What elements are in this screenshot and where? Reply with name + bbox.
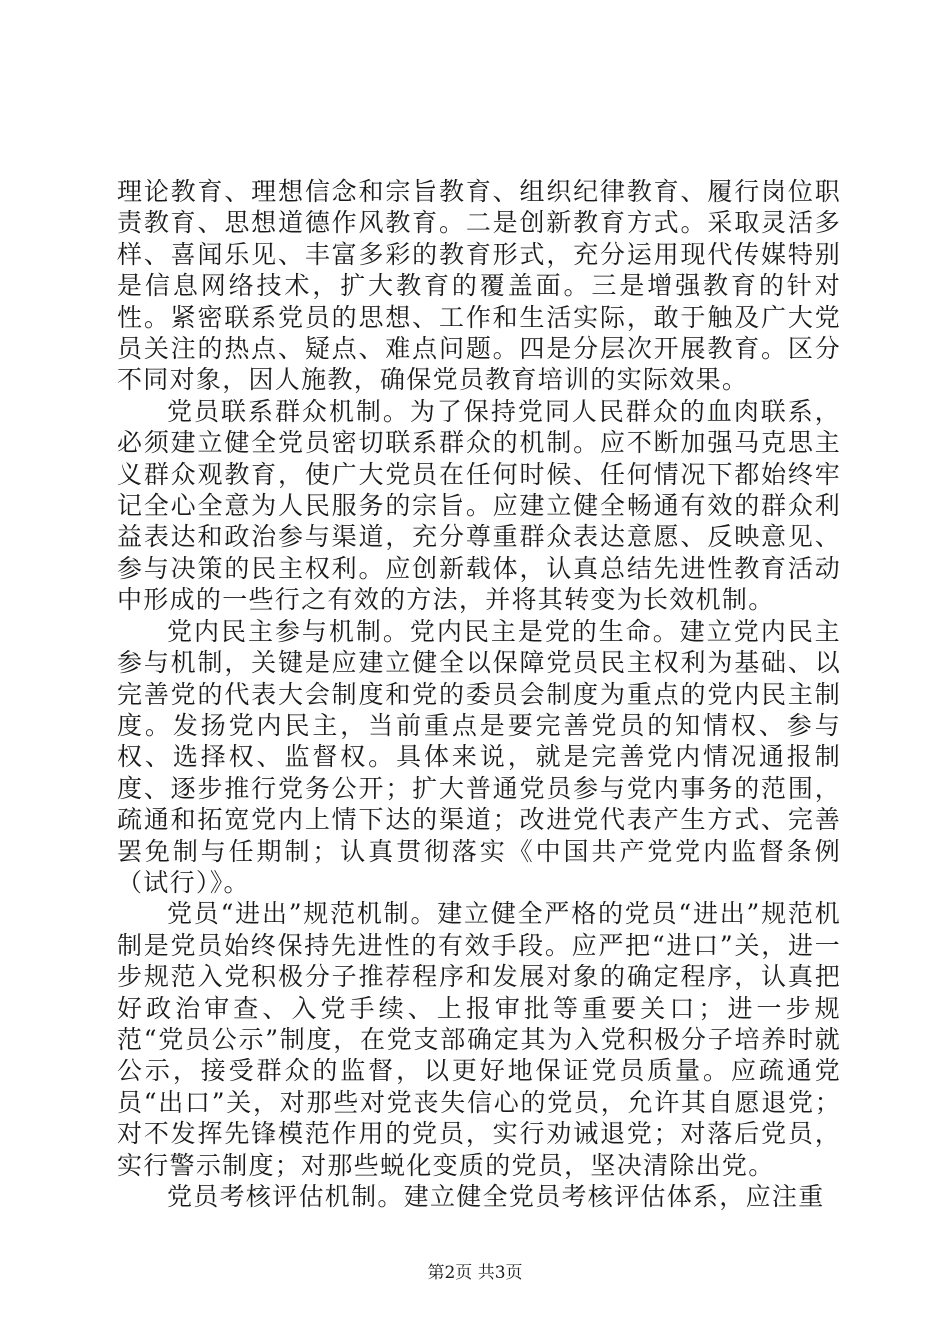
paragraph-mass-contact-mechanism: 党员联系群众机制。为了保持党同人民群众的血肉联系，必须建立健全党员密切联系群众的机制。应不断加强马克思主义群众观教育，使广大党员在任何时候、任何情况下都始终牢记全心全意为人民服务的宗旨。应建立健全畅通有效的群众利益表达和政治参与渠道，充分尊重群众表达意愿、反映意见、参与决策的民主权利。应创新载体，认真总结先进性教育活动中形成的一些行之有效的方法，并将其转变为长效机制。 <box>117 396 841 615</box>
paragraph-inner-party-democracy: 党内民主参与机制。党内民主是党的生命。建立党内民主参与机制，关键是应建立健全以保障党员民主权利为基础、以完善党的代表大会制度和党的委员会制度为重点的党内民主制度。发扬党内民主，当前重点是要完善党员的知情权、参与权、选择权、监督权。具体来说，就是完善党内情况通报制度、逐步推行党务公开；扩大普通党员参与党内事务的范围，疏通和拓宽党内上情下达的渠道；改进党代表产生方式、完善罢免制与任期制；认真贯彻落实《中国共产党党内监督条例（试行）》。 <box>117 616 841 897</box>
paragraph-membership-entry-exit: 党员“进出”规范机制。建立健全严格的党员“进出”规范机制是党员始终保持先进性的有效手段。应严把“进口”关，进一步规范入党积极分子推荐程序和发展对象的确定程序，认真把好政治审查、入党手续、上报审批等重要关口；进一步规范“党员公示”制度，在党支部确定其为入党积极分子培养时就公示，接受群众的监督，以更好地保证党员质量。应疏通党员“出口”关，对那些对党丧失信心的党员，允许其自愿退党；对不发挥先锋模范作用的党员，实行劝诫退党；对落后党员，实行警示制度；对那些蜕化变质的党员，坚决清除出党。 <box>117 899 841 1180</box>
paragraph-assessment-mechanism: 党员考核评估机制。建立健全党员考核评估体系，应注重 <box>167 1182 825 1211</box>
page-footer: 第2页 共3页 <box>427 1263 523 1283</box>
document-body <box>117 176 841 1212</box>
paragraph-education-continued: 理论教育、理想信念和宗旨教育、组织纪律教育、履行岗位职责教育、思想道德作风教育。二是创新教育方式。采取灵活多样、喜闻乐见、丰富多彩的教育形式，充分运用现代传媒特别是信息网络技术，扩大教育的覆盖面。三是增强教育的针对性。紧密联系党员的思想、工作和生活实际，敢于触及广大党员关注的热点、疑点、难点问题。四是分层次开展教育。区分不同对象，因人施教，确保党员教育培训的实际效果。 <box>117 177 841 395</box>
